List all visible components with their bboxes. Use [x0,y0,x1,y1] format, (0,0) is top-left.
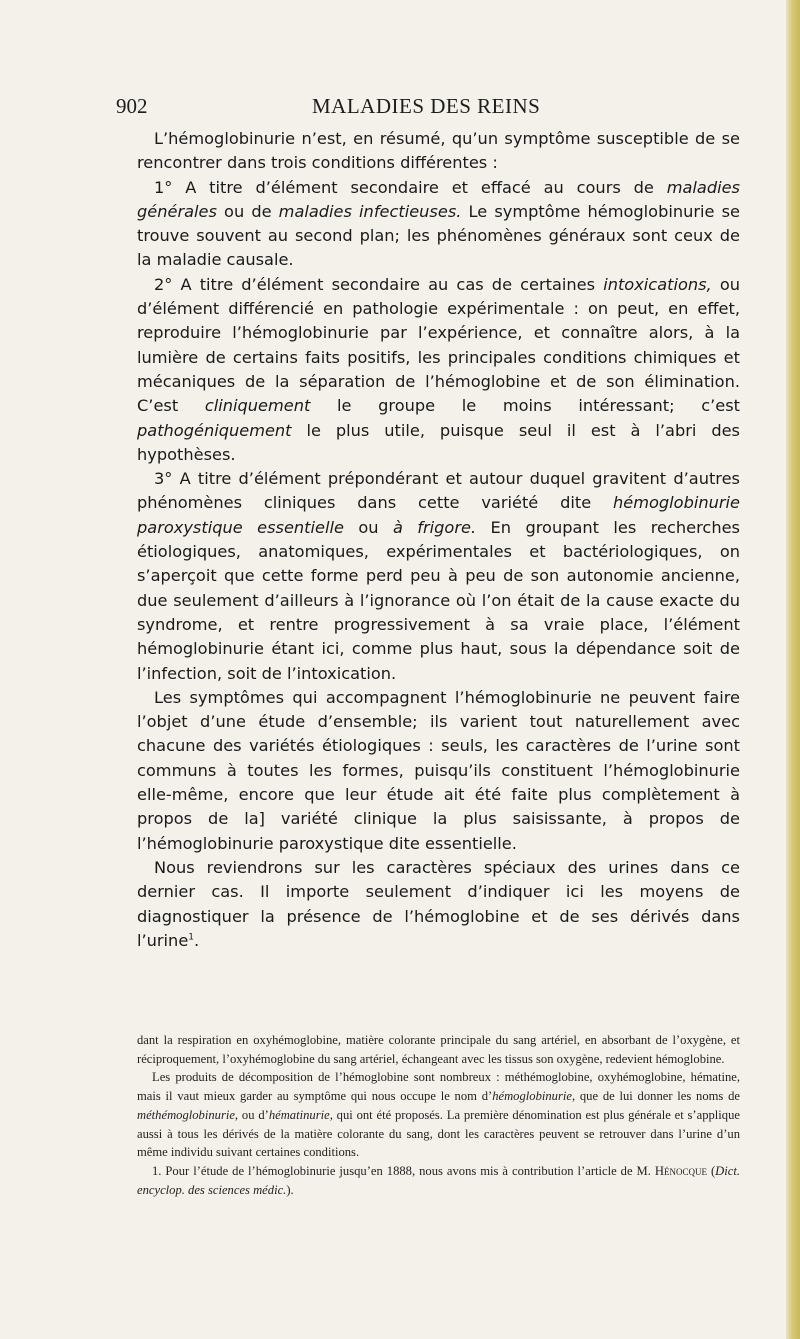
footnote-continuation: dant la respiration en oxyhémoglobine, matière colorante principale du sang artériel, en absorbant de l’oxygène, et réciproquement, l’oxyhémoglobine du sang artériel, échangeant avec les tissus son oxygène, redevient hémoglobine. [137,1033,740,1066]
footnote-marker: 1 [188,932,195,943]
paragraph-condition-2: 2° A titre d’élément secondaire au cas de certaines intoxications, ou d’élément différencié en pathologie expérimentale : on peut, en effet, reproduire l’hémoglobinurie par l’expérience, et connaître alors, à la lumière de certains faits positifs, les principales conditions chimiques et mécaniques de la séparation de l’hémoglobine et de son élimination. C’est cliniquement le groupe le moins intéressant; c’est pathogéniquement le plus utile, puisque seul il est à l’abri des hypothèses. [137,274,740,464]
paragraph-urine: Nous reviendrons sur les caractères spéciaux des urines dans ce dernier cas. Il importe seulement d’indiquer ici les moyens de diagnostiquer la présence de l’hémoglobine et de ses dérivés dans l’urine$^1$. [137,857,740,950]
footnotes [137,1031,740,1199]
footnote-1: 1. Pour l’étude de l’hémoglobinurie jusqu’en 1888, nous avons mis à contribution l’article de M. Hénocque (Dict. encyclop. des sciences médic.). [137,1163,740,1197]
paragraph-summary: L’hémoglobinurie n’est, en résumé, qu’un symptôme susceptible de se rencontrer dans trois conditions différentes : [137,129,740,173]
footnote-decomposition: Les produits de décomposition de l’hémoglobine sont nombreux : méthémoglobine, oxyhémoglobine, hématine, mais il vaut mieux garder au symptôme qui nous occupe le nom d’hémoglobinurie, que de lui donner les noms de méthémoglobinurie, ou d’hématinurie, qui ont été proposés. La première dénomination est plus générale et s’applique aussi à tous les dérivés de la matière colorante du sang, dont les caractères peuvent se retrouver dans l’urine d’un même individu suivant certaines conditions. [137,1070,740,1160]
paragraph-condition-3: 3° A titre d’élément prépondérant et autour duquel gravitent d’autres phénomènes cliniques dans cette variété dite hémoglobinurie paroxystique essentielle ou à frigore. En groupant les recherches étiologiques, anatomiques, expérimentales et bactériologiques, on s’aperçoit que cette forme perd peu à peu de son autonomie ancienne, due seulement d’ailleurs à l’ignorance où l’on était de la cause exacte du syndrome, et rentre progressivement à sa vraie place, l’élément hémoglobinurie étant ici, comme plus haut, sous la dépendance soit de l’infection, soit de l’intoxication. [137,469,740,683]
page-edge [786,0,800,1339]
page-header [116,94,740,124]
paragraph-condition-1: 1° A titre d’élément secondaire et effacé au cours de maladies générales ou de maladies infectieuses. Le symptôme hémoglobinurie se trouve souvent au second plan; les phénomènes généraux sont ceux de la maladie causale. [137,177,740,270]
main-text [137,127,740,953]
running-title: MALADIES DES REINS [312,94,541,118]
page-number: 902 [116,94,148,118]
paragraph-symptoms: Les symptômes qui accompagnent l’hémoglobinurie ne peuvent faire l’objet d’une étude d’ensemble; ils varient tout naturellement avec chacune des variétés étiologiques : seuls, les caractères de l’urine sont communs à toutes les formes, puisqu’ils constituent l’hémoglobinurie elle-même, encore que leur étude ait été faite plus complètement à propos de la] variété clinique la plus saisissante, à propos de l’hémoglobinurie paroxystique dite essentielle. [137,687,740,853]
